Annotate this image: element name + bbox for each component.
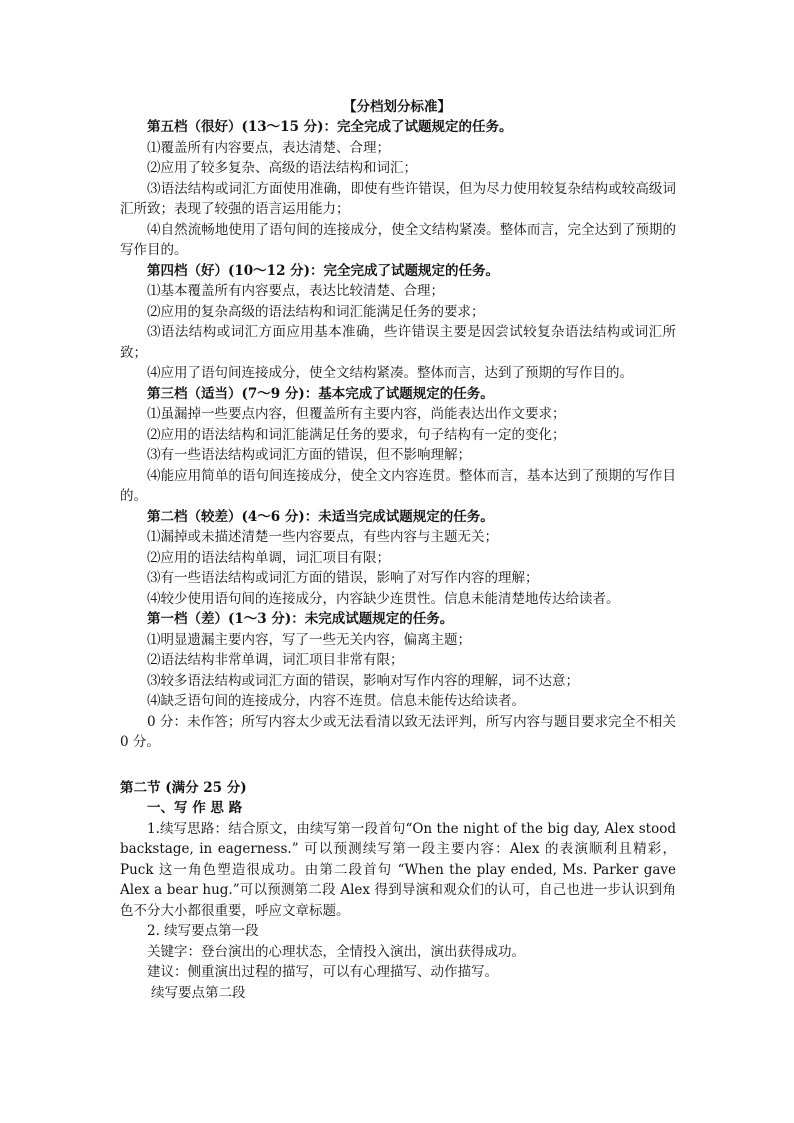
- document-title: 【分档划分标准】: [343, 99, 451, 115]
- section2-heading: 第二节 (满分 25 分): [120, 779, 247, 796]
- key-points-first-paragraph: 2. 续写要点第一段: [147, 923, 259, 939]
- tier-item: ⑶语法结构或词汇方面使用准确，即使有些许错误，但为尽力使用较复杂结构或较高级词汇所致；表现了较强的语言运用能力；: [120, 180, 676, 217]
- advice-line: 建议：侧重演出过程的描写，可以有心理描写、动作描写。: [147, 964, 498, 980]
- tier-item: ⑷缺乏语句间的连接成分，内容不连贯。信息未能传达给读者。: [147, 693, 525, 709]
- tier-item: ⑷自然流畅地使用了语句间的连接成分，使全文结构紧凑。整体而言，完全达到了预期的写作目的。: [120, 221, 676, 258]
- tier-item: ⑶较多语法结构或词汇方面的错误，影响对写作内容的理解，词不达意；: [147, 672, 579, 689]
- tier-item: ⑷能应用简单的语句间连接成分，使全文内容连贯。整体而言，基本达到了预期的写作目的。: [120, 467, 676, 504]
- tier-item: ⑷较少使用语句间的连接成分，内容缺少连贯性。信息未能清楚地传达给读者。: [147, 590, 620, 607]
- tier-item: ⑵应用的语法结构单调，词汇项目有限；: [147, 549, 390, 566]
- tier-item: ⑶有一些语法结构或词汇方面的错误，但不影响理解；: [147, 447, 471, 463]
- tier-item: ⑴覆盖所有内容要点，表达清楚、合理；: [147, 139, 390, 156]
- zero-score-note: 0 分：未作答；所写内容太少或无法看清以致无法评判，所写内容与题目要求完全不相关 0 分。: [120, 713, 676, 750]
- tier-item: ⑵应用的复杂高级的语法结构和词汇能满足任务的要求；: [147, 303, 485, 320]
- writing-idea-paragraph: 1.续写思路：结合原文，由续写第一段首句“On the night of the big day, Alex stood backstage, in eagerness.” 可以预测续写第一段主要内容：Alex 的表演顺利且精彩，Puck 这一角色塑造很成功。由第二段首句 “When the play ended, Ms. Parker gave Alex a bear hug.”可以预测第二段 Alex 得到导演和观众们的认可，自己也进一步认识到角色不分大小都很重要，呼应文章标题。: [120, 820, 676, 919]
- key-points-second-paragraph: 续写要点第二段: [151, 984, 246, 1001]
- tier-heading: 第五档（很好）(13～15 分)：完全完成了试题规定的任务。: [147, 119, 513, 135]
- document-content: [120, 117, 676, 1003]
- tier-heading: 第三档（适当）(7～9 分)：基本完成了试题规定的任务。: [147, 385, 494, 402]
- tier-item: ⑵应用了较多复杂、高级的语法结构和词汇；: [147, 160, 417, 176]
- tier-item: ⑴漏掉或未描述清楚一些内容要点，有些内容与主题无关；: [147, 529, 498, 545]
- tier-item: ⑵应用的语法结构和词汇能满足任务的要求，句子结构有一定的变化；: [147, 426, 566, 443]
- tier-heading: 第四档（好）(10～12 分)：完全完成了试题规定的任务。: [147, 262, 500, 279]
- tier-item: ⑶有一些语法结构或词汇方面的错误，影响了对写作内容的理解；: [147, 570, 539, 586]
- tier-heading: 第一档（差）(1～3 分)：未完成试题规定的任务。: [147, 611, 454, 627]
- tier-item: ⑴明显遗漏主要内容，写了一些无关内容，偏离主题；: [147, 631, 471, 648]
- tier-heading: 第二档（较差）(4～6 分)：未适当完成试题规定的任务。: [147, 508, 494, 525]
- tier-item: ⑴基本覆盖所有内容要点，表达比较清楚、合理；: [147, 283, 444, 299]
- tier-item: ⑶语法结构或词汇方面应用基本准确，些许错误主要是因尝试较复杂语法结构或词汇所致；: [120, 324, 676, 361]
- keywords-line: 关键字：登台演出的心理状态，全情投入演出，演出获得成功。: [147, 943, 525, 960]
- tier-item: ⑵语法结构非常单调，词汇项目非常有限；: [147, 652, 404, 668]
- tier-item: ⑴虽漏掉一些要点内容，但覆盖所有主要内容，尚能表达出作文要求；: [147, 406, 566, 422]
- tier-item: ⑷应用了语句间连接成分，使全文结构紧凑。整体而言，达到了预期的写作目的。: [147, 365, 633, 381]
- section2-subheading: 一、写 作 思 路: [147, 800, 243, 816]
